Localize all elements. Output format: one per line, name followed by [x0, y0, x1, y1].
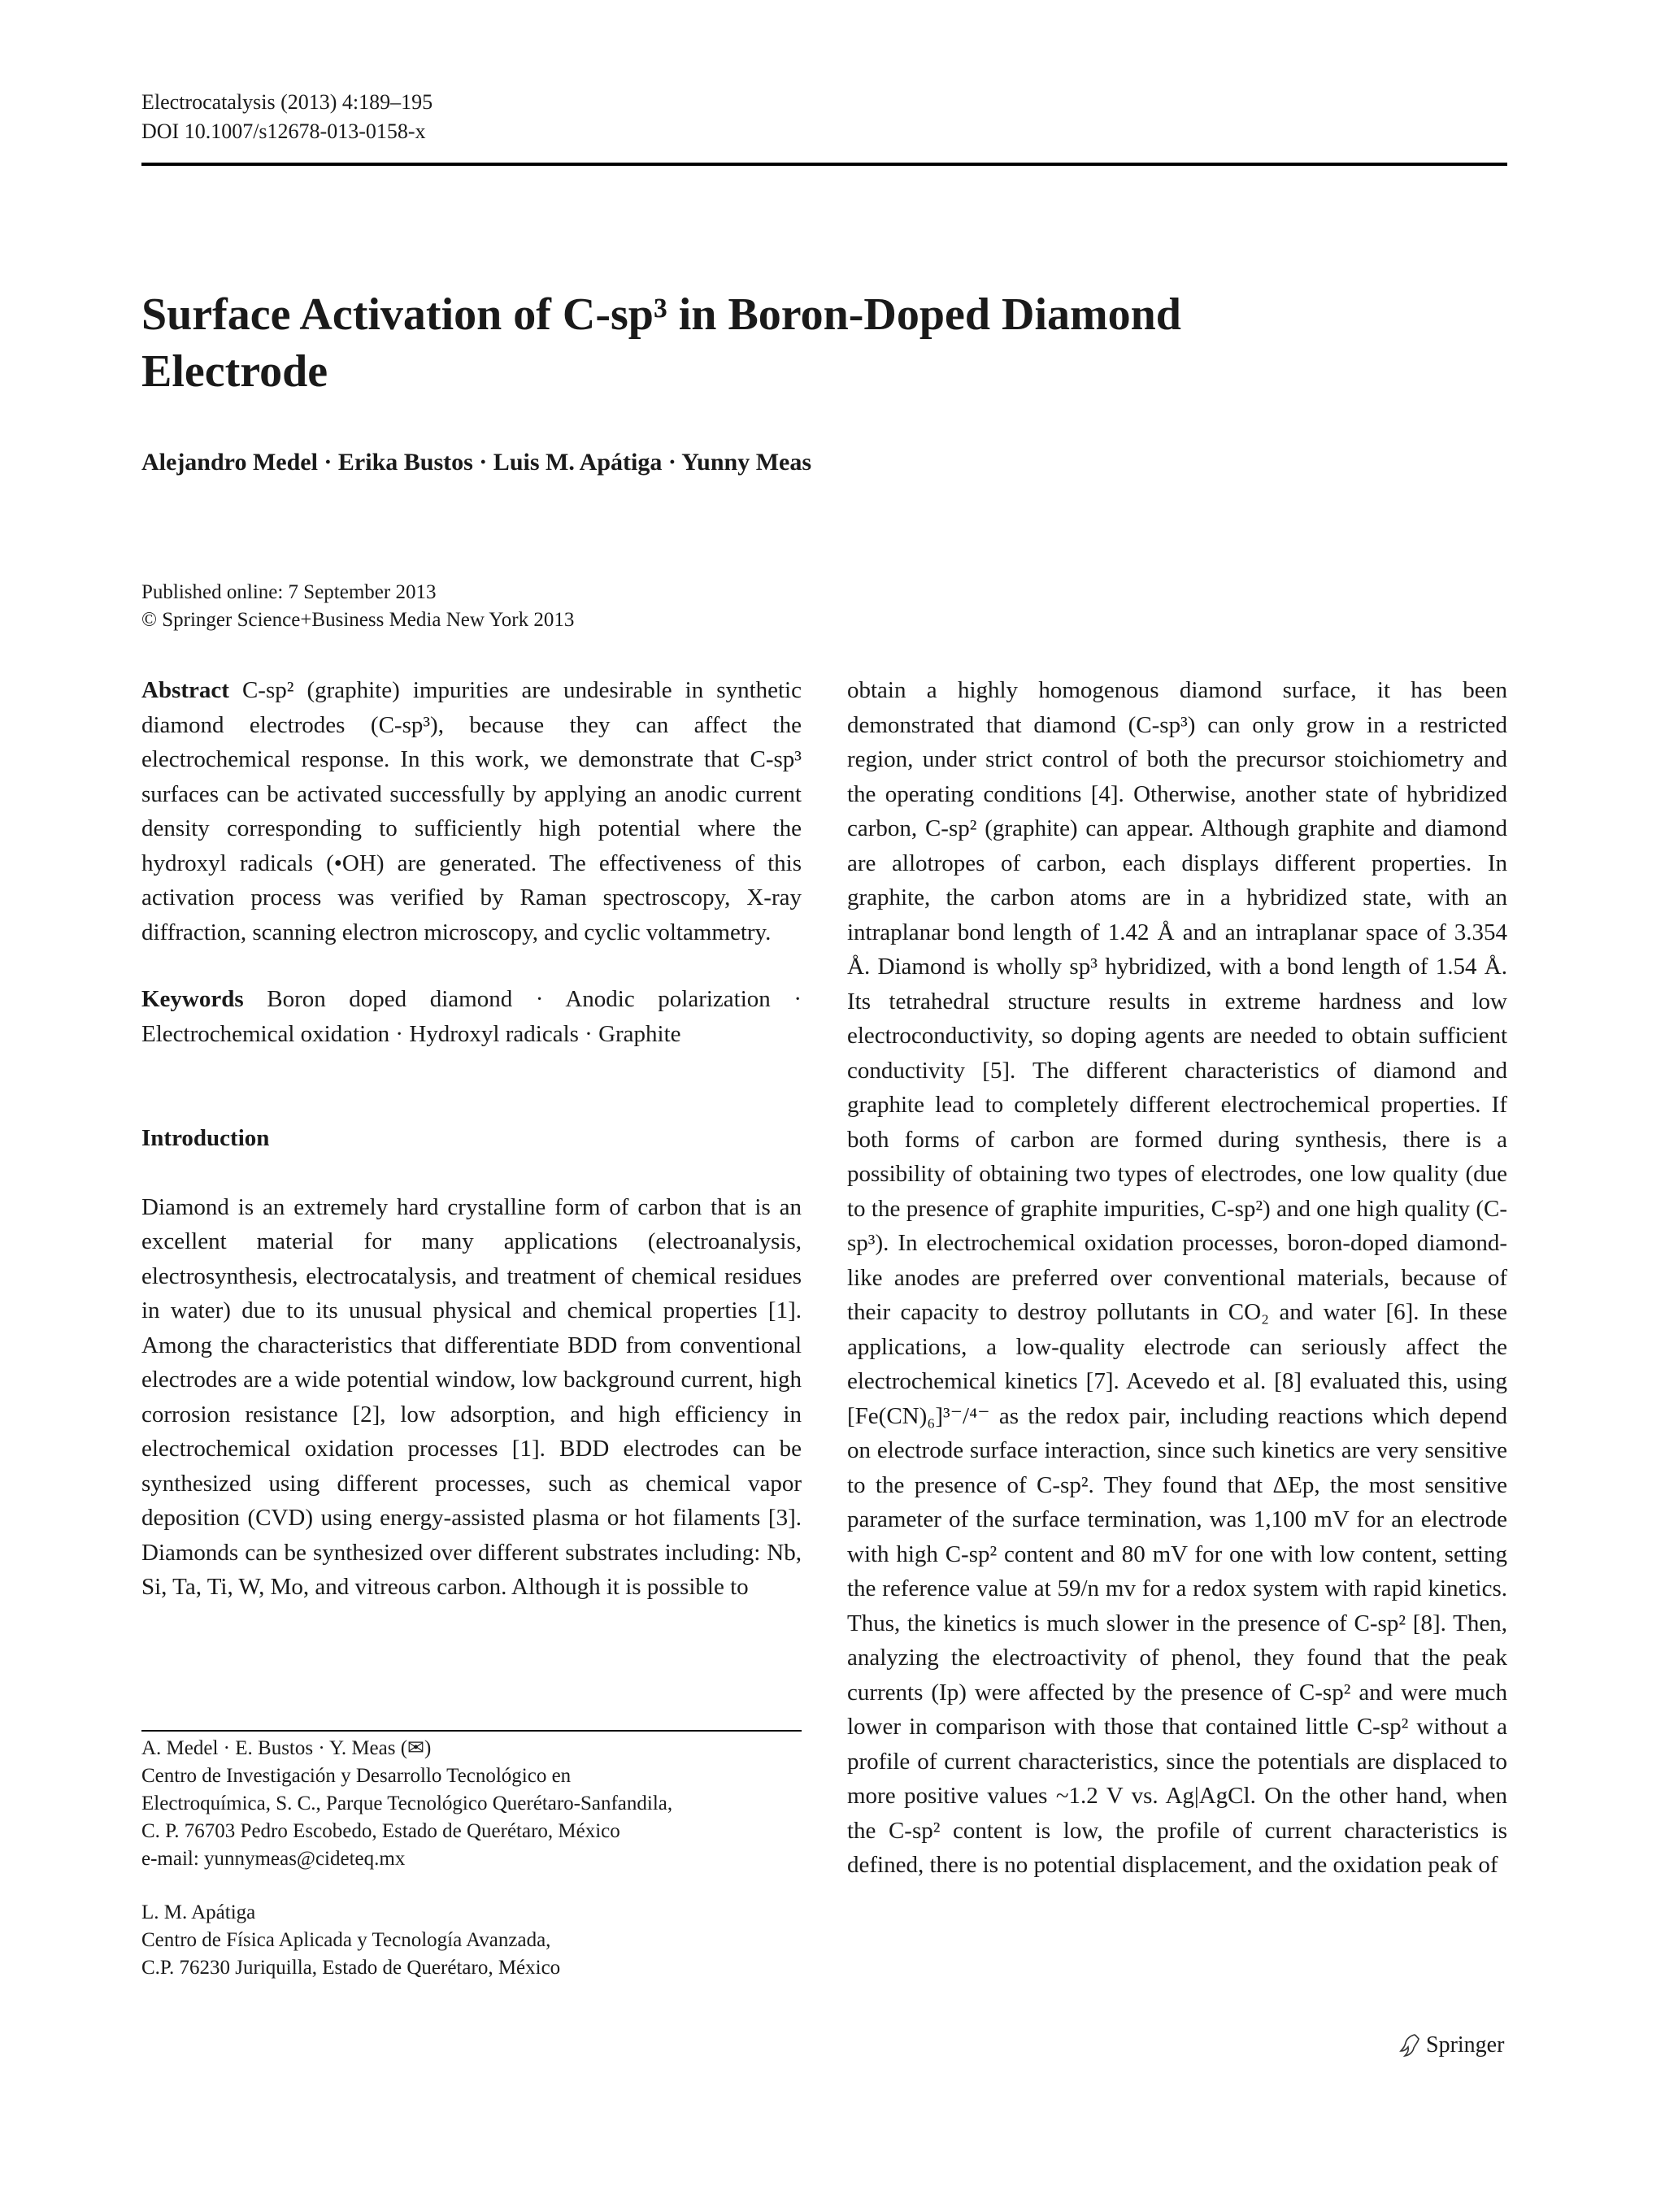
body-text: obtain a highly homogenous diamond surface, it has been demonstrated that diamond (C-sp³) can only grow in a restricted region, under strict control of both the precursor stoichiometry and the operating conditions [4]. Otherwise, another state of hybridized carbon, C-sp² (graphite) can appear. Although graphite and diamond are allotropes of carbon, each displays different properties. In graphite, the carbon atoms are in a hybridized state, with an intraplanar bond length of 1.42 Å and an intraplanar space of 3.354 Å. Diamond is wholly sp³ hybridized, with a bond length of 1.54 Å. Its tetrahedral structure results in extreme hardness and low electroconductivity, so doping agents are needed to obtain sufficient conductivity [5]. The different characteristics of diamond and graphite lead to completely different electrochemical properties. If both forms of carbon are formed during synthesis, there is a possibility of obtaining two types of electrodes, one low quality (due to the presence of graphite impurities, C-sp²) and one high quality (C-sp³). In electrochemical oxidation processes, boron-doped diamond-like anodes are preferred over conventional materials, because of their capacity to destroy pollutants in CO₂ and water [6]. In these applications, a low-quality electrode can seriously affect the electrochemical kinetics [7]. Acevedo et al. [8] evaluated this, using [Fe(CN)₆]³⁻/⁴⁻ as the redox pair, including reactions which depend on electrode surface interaction, since such kinetics are very sensitive to the presence of C-sp². They found that ΔEp, the most sensitive parameter of the surface termination, was 1,100 mV for an electrode with high C-sp² content and 80 mV for one with low content, setting the reference value at 59/n mv for a redox system with rapid kinetics. Thus, the kinetics is much slower in the presence of C-sp² [8]. Then, analyzing the electroactivity of phenol, they found that the peak currents (Ip) were affected by the presence of C-sp² and were much lower in comparison with those that contained little C-sp² without a profile of current characteristics, since the potentials are displaced to more positive values ~1.2 V vs. Ag|AgCl. On the other hand, when the C-sp² content is low, the profile of current characteristics is defined, there is no potential displacement, and the oxidation peak of [847, 677, 1507, 1878]
published-date: Published online: 7 September 2013 [141, 581, 437, 603]
author-list: Alejandro Medel · Erika Bustos · Luis M. Apátiga · Yunny Meas [141, 449, 812, 476]
affiliation-line: Centro de Investigación y Desarrollo Tecnológico en [141, 1765, 572, 1787]
left-column [141, 673, 802, 1605]
abstract-text: C-sp² (graphite) impurities are undesirable in synthetic diamond electrodes (C-sp³), because they can affect the electrochemical response. In this work, we demonstrate that C-sp³ surfaces can be activated successfully by applying an anodic current density corresponding to sufficiently high potential where the hydroxyl radicals (•OH) are generated. The effectiveness of this activation process was verified by Raman spectroscopy, X-ray diffraction, scanning electron microscopy, and cyclic voltammetry. [141, 677, 802, 945]
affiliation-names: A. Medel · E. Bustos · Y. Meas (✉) [141, 1737, 432, 1759]
publication-info [141, 579, 574, 634]
keywords [141, 982, 802, 1051]
affiliation-email[interactable]: e-mail: yunnymeas@cideteq.mx [141, 1848, 406, 1870]
affiliation-line: Centro de Física Aplicada y Tecnología Avanzada, [141, 1929, 551, 1951]
affiliation-rule [141, 1730, 802, 1732]
affiliation-block [141, 1899, 808, 1982]
keywords-label: Keywords [141, 986, 244, 1012]
publisher-name: Springer [1426, 2032, 1505, 2058]
introduction-text: Diamond is an extremely hard crystalline form of carbon that is an excellent material for many applications (electroanalysis, electrosynthesis, electrocatalysis, and treatment of chemical residues in water) due to its unusual physical and chemical properties [1]. Among the characteristics that differentiate BDD from conventional electrodes are a wide potential window, low background current, high corrosion resistance [2], low adsorption, and high efficiency in electrochemical oxidation processes [1]. BDD electrodes can be synthesized using different processes, such as chemical vapor deposition (CVD) using energy-assisted plasma or hot filaments [3]. Diamonds can be synthesized over different substrates including: Nb, Si, Ta, Ti, W, Mo, and vitreous carbon. Although it is possible to [141, 1193, 802, 1600]
introduction-heading: Introduction [141, 1125, 270, 1151]
affiliation-line: Electroquímica, S. C., Parque Tecnológico Querétaro-Sanfandila, [141, 1793, 673, 1814]
springer-horse-icon [1397, 2032, 1421, 2058]
affiliation-line: C.P. 76230 Juriquilla, Estado de Querétaro, México [141, 1957, 561, 1979]
keywords-text: Boron doped diamond · Anodic polarization · Electrochemical oxidation · Hydroxyl radicals · Graphite [141, 986, 802, 1047]
journal-citation: Electrocatalysis (2013) 4:189–195 [141, 90, 433, 114]
doi: DOI 10.1007/s12678-013-0158-x [141, 120, 426, 143]
copyright: © Springer Science+Business Media New York 2013 [141, 609, 575, 631]
springer-logo [1397, 2031, 1504, 2060]
abstract-label: Abstract [141, 677, 229, 703]
right-column [847, 673, 1507, 1883]
abstract [141, 673, 802, 950]
affiliation-block [141, 1735, 808, 1873]
header-rule [141, 163, 1507, 166]
affiliation-names: L. M. Apátiga [141, 1901, 256, 1923]
article-title: Surface Activation of C-sp³ in Boron-Doped Diamond Electrode [141, 289, 1181, 397]
affiliation-line: C. P. 76703 Pedro Escobedo, Estado de Querétaro, México [141, 1820, 620, 1842]
